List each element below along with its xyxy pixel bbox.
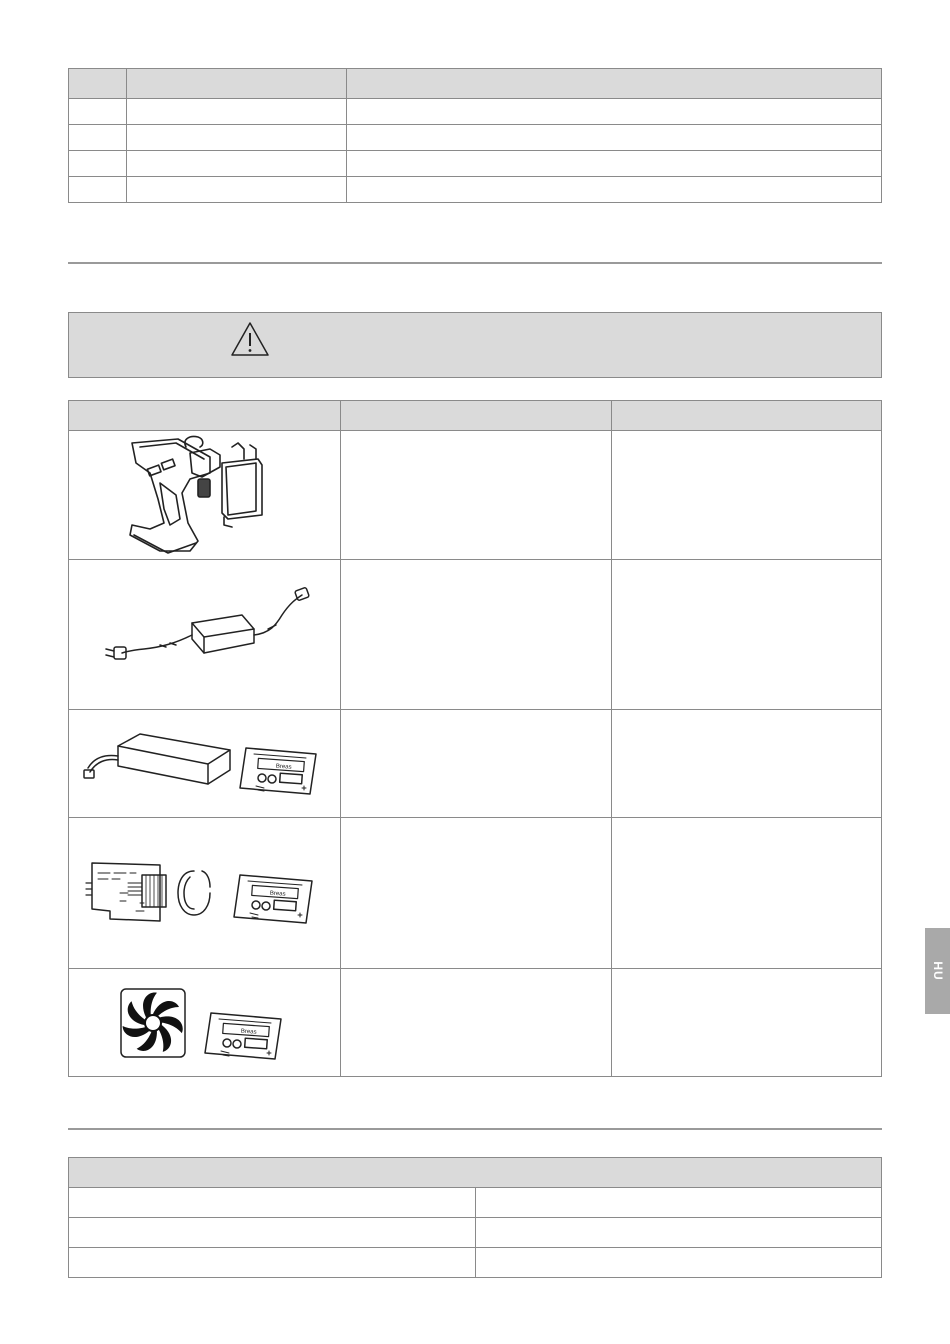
top-table-header: [69, 69, 882, 99]
table-cell: [69, 99, 127, 125]
table-row: [69, 818, 882, 969]
table-cell: [476, 1188, 882, 1218]
top-header-cell: [127, 69, 347, 99]
bottom-table-header: [69, 1158, 882, 1188]
bottom-table: [68, 1157, 882, 1278]
table-cell: [341, 710, 612, 818]
top-header-cell: [347, 69, 882, 99]
table-cell: [347, 177, 882, 203]
circuit-board-ring-label-illustration: [80, 853, 330, 933]
table-cell: [69, 1188, 476, 1218]
battery-pack-and-label-illustration: [80, 724, 330, 804]
parts-table-header: [69, 401, 882, 431]
table-row: [69, 1218, 882, 1248]
table-cell: [127, 177, 347, 203]
table-cell: [476, 1248, 882, 1278]
table-cell: [476, 1218, 882, 1248]
table-cell: [347, 151, 882, 177]
table-cell: [612, 969, 882, 1077]
bottom-header-cell: [69, 1158, 882, 1188]
table-cell: [347, 99, 882, 125]
table-cell: [341, 969, 612, 1077]
fan-and-label-illustration: [115, 983, 295, 1063]
table-cell: [612, 710, 882, 818]
section-divider: [68, 262, 882, 264]
table-row: [69, 125, 882, 151]
image-cell: [69, 560, 341, 710]
warning-triangle-icon: [230, 321, 270, 357]
warning-box: [68, 312, 882, 378]
image-cell: [69, 818, 341, 969]
image-cell: [69, 431, 341, 560]
table-cell: [347, 125, 882, 151]
label-brand-text: Breas: [269, 890, 286, 898]
top-table: [68, 68, 882, 203]
table-row: [69, 560, 882, 710]
table-row: [69, 177, 882, 203]
parts-table: [68, 400, 882, 1077]
table-row: [69, 1188, 882, 1218]
table-row: [69, 151, 882, 177]
table-cell: [612, 560, 882, 710]
table-row: [69, 431, 882, 560]
language-tab-label: HU: [930, 961, 945, 981]
table-row: [69, 710, 882, 818]
table-cell: [69, 1218, 476, 1248]
parts-header-cell: [341, 401, 612, 431]
table-cell: [127, 151, 347, 177]
parts-header-cell: [69, 401, 341, 431]
image-cell: [69, 969, 341, 1077]
table-cell: [69, 1248, 476, 1278]
image-cell: [69, 710, 341, 818]
table-row: [69, 99, 882, 125]
power-adapter-illustration: [100, 585, 310, 685]
section-divider: [68, 1128, 882, 1130]
table-cell: [69, 125, 127, 151]
language-tab: [925, 928, 950, 1014]
table-cell: [127, 99, 347, 125]
table-row: [69, 969, 882, 1077]
mount-bracket-illustration: [120, 433, 290, 558]
parts-header-cell: [612, 401, 882, 431]
table-cell: [341, 431, 612, 560]
table-cell: [341, 818, 612, 969]
table-cell: [69, 151, 127, 177]
table-cell: [612, 431, 882, 560]
table-cell: [341, 560, 612, 710]
table-cell: [69, 177, 127, 203]
label-brand-text: Breas: [240, 1028, 257, 1036]
table-row: [69, 1248, 882, 1278]
table-cell: [127, 125, 347, 151]
label-brand-text: Breas: [275, 763, 292, 771]
table-cell: [612, 818, 882, 969]
top-header-cell: [69, 69, 127, 99]
